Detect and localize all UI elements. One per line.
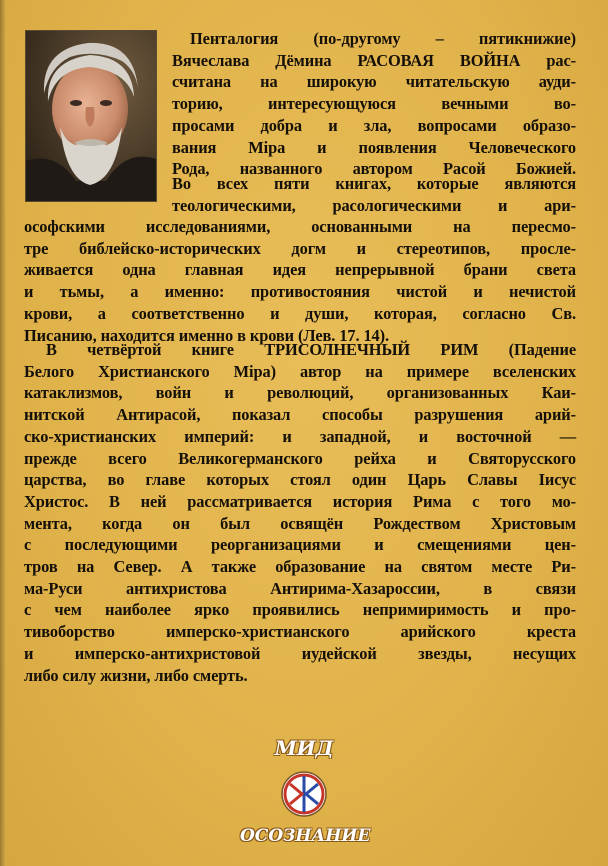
text-line: просами добра и зла, вопросами образо-	[172, 115, 576, 135]
publisher-name-top: МИД	[274, 736, 334, 760]
text-line: вания Міра и появления Человеческого	[172, 137, 576, 157]
cover-edge	[0, 0, 6, 866]
text-line: Писанию, находится именно в крови (Лев. 17. 14).	[24, 325, 389, 345]
publisher-logo	[240, 736, 371, 854]
text-line: тров на Север. А также образование на святом месте Ри-	[24, 557, 576, 577]
text-line: крови, а соответственно и души, которая, согласно Св.	[24, 303, 576, 323]
text-line: с последующими реорганизациями и смещениями цен-	[24, 535, 576, 555]
text-line: и тьмы, а именно: противостояния чистой и нечистой	[24, 282, 576, 302]
text-line: торию, интересующуюся вечными во-	[172, 94, 576, 114]
paragraph-1-full-width	[24, 216, 576, 346]
text-line: ософскими исследованиями, основанными на пересмо-	[24, 217, 576, 236]
text-line: мента, когда он был освящён Рождеством Христовым	[24, 513, 576, 533]
publisher-name-bottom: ОСОЗНАНИЕ	[240, 826, 371, 846]
text-line: тре библейско-исторических догм и стереотипов, просле-	[24, 238, 576, 258]
text-line: тивоборство имперско-христианского арийского креста	[24, 622, 576, 642]
text-line: считана на широкую читательскую ауди-	[172, 72, 576, 92]
author-photo	[26, 31, 156, 201]
text-line: ма-Руси антихристова Антирима-Хазароссии, в связи	[24, 578, 576, 598]
text-line: Пенталогия (по-другому – пятикнижие)	[190, 29, 576, 48]
text-line: прежде всего Великогерманского рейха и Святорусского	[24, 448, 576, 468]
text-line: Вячеслава Дёмина РАСОВАЯ ВОЙНА рас-	[172, 50, 576, 70]
text-line: теологическими, расологическими и ари-	[172, 195, 576, 215]
text-line: живается одна главная идея непрерывной брани света	[24, 260, 576, 280]
publisher-emblem-icon	[280, 770, 328, 818]
text-line: нитской Антирасой, показал способы разрушения арий-	[24, 405, 576, 425]
text-line: Рода, названного автором Расой Божией.	[172, 159, 576, 179]
text-line: катаклизмов, войн и революций, организованных Каи-	[24, 383, 576, 403]
paragraph-1-intro	[172, 28, 576, 180]
text-line: либо силу жизни, либо смерть.	[24, 665, 248, 685]
text-line: В четвёртой книге ТРИСОЛНЕЧНЫЙ РИМ (Падение	[46, 340, 576, 359]
text-line: Христос. В ней рассматривается история Рима с того мо-	[24, 491, 576, 511]
text-line: царства, во главе которых стоял один Царь Славы Іисус	[24, 470, 576, 490]
author-portrait-icon	[26, 31, 156, 201]
text-line: ско-христианских империй: и западной, и восточной —	[24, 426, 576, 446]
paragraph-1-continued	[172, 173, 576, 216]
text-line: и имперско-антихристовой иудейской звезды, несущих	[24, 643, 576, 663]
paragraph-2	[24, 339, 576, 686]
text-line: Белого Христианского Міра) автор на примере вселенских	[24, 361, 576, 381]
text-line: Во всех пяти книгах, которые являются	[172, 174, 576, 193]
text-line: с чем наиболее ярко проявились непримиримость и про-	[24, 600, 576, 620]
